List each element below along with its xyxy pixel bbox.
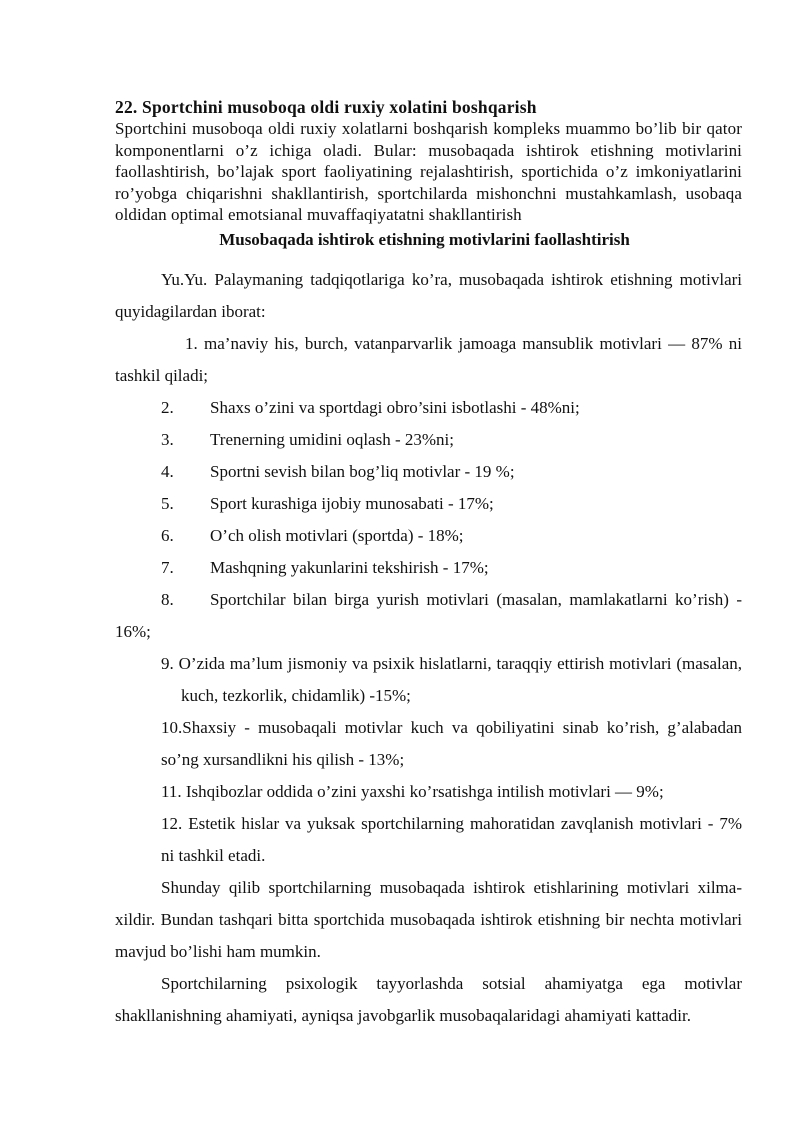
motive-list-item-2 — [115, 392, 742, 424]
subheading: Musobaqada ishtirok etishning motivlarini faollashtirish — [219, 229, 630, 249]
list-number: 3. — [161, 429, 174, 449]
list-number: 1. — [185, 333, 198, 353]
motive-list-item-9 — [115, 648, 742, 712]
list-number: 9. — [161, 653, 174, 673]
list-text: Estetik hislar va yuksak sportchilarning mahoratidan zavqlanish motivlari - 7% ni tashkil etadi. — [161, 813, 743, 865]
list-text: Shaxs o’zini va sportdagi obro’sini isbotlashi - 48%ni; — [210, 397, 580, 417]
list-number: 8. — [161, 589, 174, 609]
list-text: Shaxsiy - musobaqali motivlar kuch va qobiliyatini sinab ko’rish, g’alabadan so’ng xursandlikni his qilish - 13%; — [161, 717, 742, 769]
list-number: 11. — [161, 781, 182, 801]
list-text: Ishqibozlar oddida o’zini yaxshi ko’rsatishga intilish motivlari — 9%; — [185, 781, 664, 801]
list-number: 6. — [161, 525, 174, 545]
motive-list-item-6 — [115, 520, 742, 552]
motive-list-item-10 — [115, 712, 742, 776]
lead-paragraph: Yu.Yu. Palaymaning tadqiqotlariga ko’ra, musobaqada ishtirok etishning motivlari quyidagilardan iborat: — [115, 269, 742, 321]
intro-paragraph: Sportchini musoboqa oldi ruxiy xolatlarni boshqarish kompleks muammo bo’lib bir qator komponentlarni o’z ichiga oladi. Bular: musobaqada ishtirok etishning motivlarini faollashtirish, bo’lajak sport faoliyatining rejalashtirish, sportichida o’z imkoniyatlarini ro’yobga chiqarishni shakllantirish, sportchilarda mishonchni mustahkamlash, usobaqa oldidan optimal emotsianal muvaffaqiyatatni shakllantirish — [115, 119, 742, 224]
list-number: 10. — [161, 717, 183, 737]
motive-list-item-3 — [115, 424, 742, 456]
list-text: Sport kurashiga ijobiy munosabati - 17%; — [210, 493, 494, 513]
list-number: 4. — [161, 461, 174, 481]
document-page — [115, 96, 742, 1032]
motive-list-item-5 — [115, 488, 742, 520]
motive-list-item-1 — [115, 328, 742, 392]
closing-paragraph-2: Sportchilarning psixologik tayyorlashda sotsial ahamiyatga ega motivlar shakllanishning ahamiyati, ayniqsa javobgarlik musobaqalaridagi ahamiyati kattadir. — [115, 973, 742, 1025]
list-number: 7. — [161, 557, 174, 577]
list-number: 12. — [161, 813, 183, 833]
motive-list-item-7 — [115, 552, 742, 584]
motive-list-item-8 — [115, 584, 742, 648]
list-text: O’zida ma’lum jismoniy va psixik hislatlarni, taraqqiy ettirish motivlari (masalan, kuch, tezkorlik, chidamlik) -15%; — [178, 653, 743, 705]
list-text: ma’naviy his, burch, vatanparvarlik jamoaga mansublik motivlari — 87% ni tashkil qiladi; — [115, 333, 743, 385]
motive-list-item-4 — [115, 456, 742, 488]
list-text: O’ch olish motivlari (sportda) - 18%; — [210, 525, 464, 545]
section-title: 22. Sportchini musoboqa oldi ruxiy xolatini boshqarish — [115, 97, 537, 117]
motive-list-item-12 — [115, 808, 742, 872]
list-text: Trenerning umidini oqlash - 23%ni; — [210, 429, 454, 449]
list-text: Sportchilar bilan birga yurish motivlari (masalan, mamlakatlarni ko’rish) - 16%; — [115, 589, 742, 641]
motive-list-item-11 — [115, 776, 742, 808]
closing-paragraph-1: Shunday qilib sportchilarning musobaqada ishtirok etishlarining motivlari xilma-xildir. Bundan tashqari bitta sportchida musobaqada ishtirok etishning bir nechta motivlari mavjud bo’lishi ham mumkin. — [115, 877, 742, 961]
list-number: 5. — [161, 493, 174, 513]
list-text: Sportni sevish bilan bog’liq motivlar - 19 %; — [210, 461, 515, 481]
list-text: Mashqning yakunlarini tekshirish - 17%; — [210, 557, 489, 577]
list-number: 2. — [161, 397, 174, 417]
